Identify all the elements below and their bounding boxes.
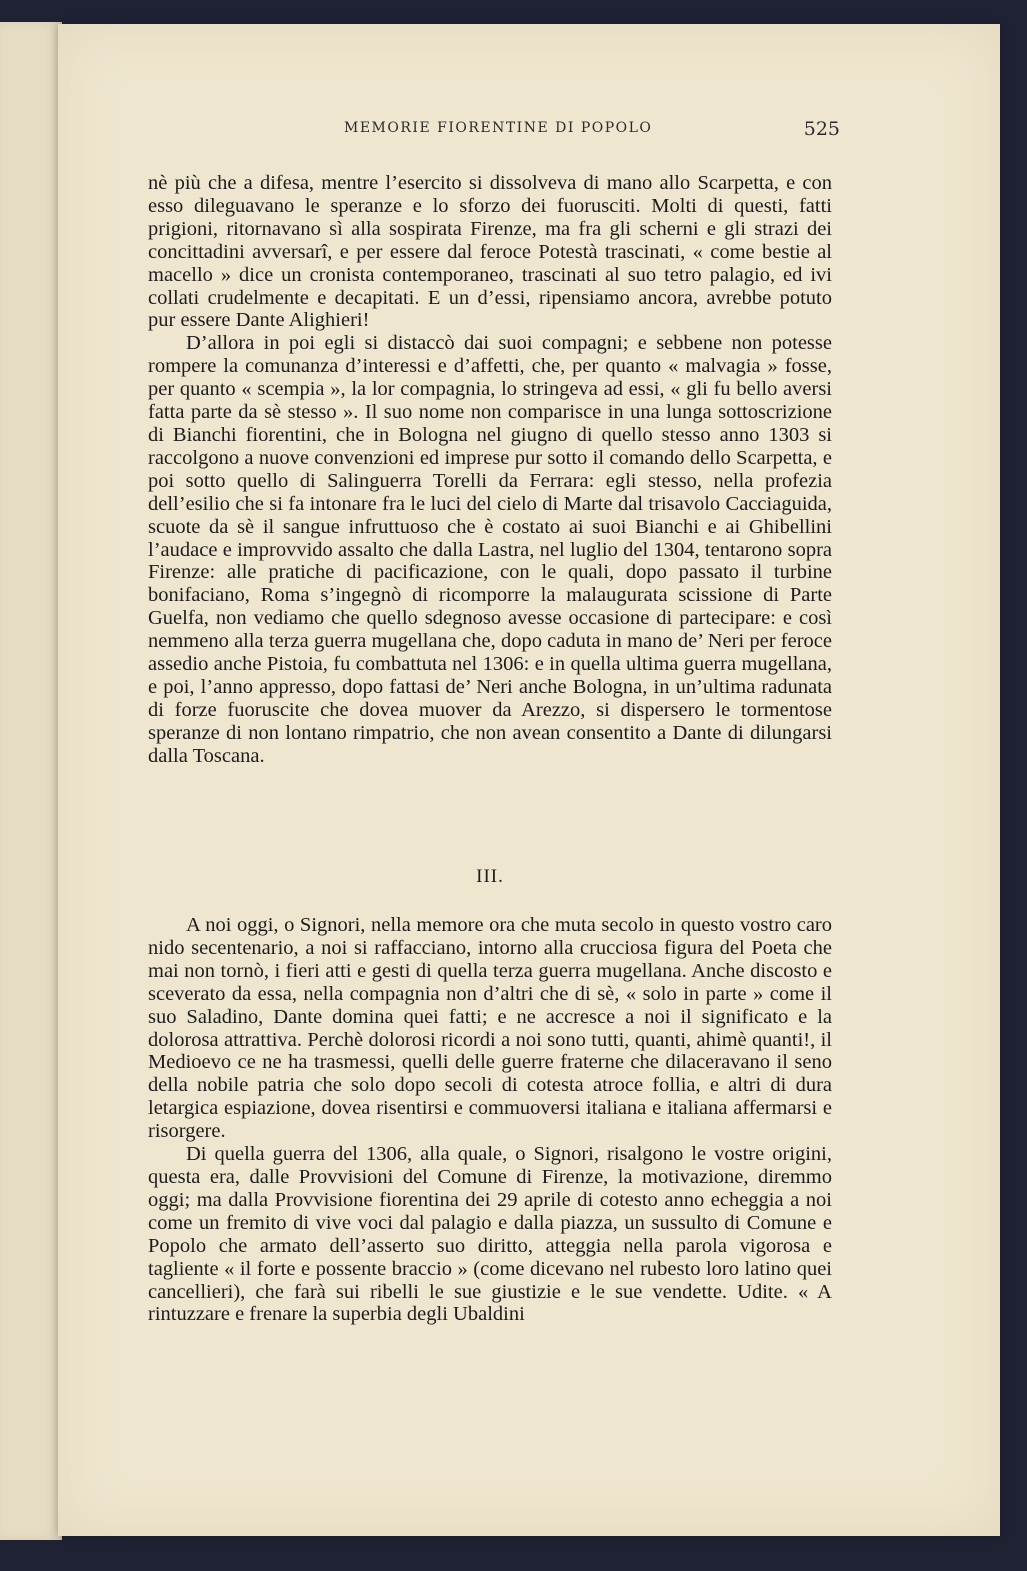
- text-block-before: [148, 172, 832, 768]
- paragraph: D’allora in poi egli si distaccò dai suoi compagni; e sebbene non potesse rompere la comunanza d’interessi e d’affetti, che, per quanto « malvagia » fosse, per quanto « scempia », la lor compagnia, lo stringeva ad essi, « gli fu bello aversi fatta parte da sè stesso ». Il suo nome non comparisce in una lunga sottoscrizione di Bianchi fiorentini, che in Bologna nel giugno di quello stesso anno 1303 si raccolgono a nuove convenzioni ed imprese pur sotto il comando dello Scarpetta, e poi sotto quello di Salinguerra Torelli da Ferrara: egli stesso, nella profezia dell’esilio che si fa intonare fra le luci del cielo di Marte dal trisavolo Cacciaguida, scuote da sè il sangue infruttuoso che è costato ai suoi Bianchi e ai Ghibellini l’audace e improvvido assalto che dalla Lastra, nel luglio del 1304, tentarono sopra Firenze: alle pratiche di pacificazione, con le quali, dopo passato il turbine bonifaciano, Roma s’ingegnò di ricomporre la malaugurata scissione di Parte Guelfa, non vediamo che quello sdegnoso avesse occasione di partecipare: e così nemmeno alla terza guerra mugellana che, dopo caduta in mano de’ Neri per feroce assedio anche Pistoia, fu combattuta nel 1306: e in quella ultima guerra mugellana, e poi, l’anno appresso, dopo fattasi de’ Neri anche Bologna, in un’ultima radunata di forze fuoruscite che dovea muover da Arezzo, si dispersero le tormentose speranze di non lontano rimpatrio, che non avean consentito a Dante di dilungarsi dalla Toscana.: [148, 332, 832, 767]
- paragraph: nè più che a difesa, mentre l’esercito si dissolveva di mano allo Scarpetta, e con esso dileguavano le speranze e lo sforzo dei fuorusciti. Molti di questi, fatti prigioni, ritornavano sì alla sospirata Firenze, ma fra gli scherni e gli strazi dei concittadini avversarî, e per essere dal feroce Potestà trascinati, « come bestie al macello » dice un cronista contemporaneo, trascinati al suo tetro palagio, ed ivi collati crudelmente e decapitati. E un d’essi, ripensiamo ancora, avrebbe potuto pur essere Dante Alighieri!: [148, 172, 832, 332]
- running-title: MEMORIE FIORENTINE DI POPOLO: [344, 120, 653, 136]
- text-block-after: [148, 914, 832, 1326]
- page-number: 525: [803, 118, 840, 140]
- paragraph: Di quella guerra del 1306, alla quale, o Signori, risalgono le vostre origini, questa era, dalle Provvisioni del Comune di Firenze, la motivazione, diremmo oggi; ma dalla Provvisione fiorentina dei 29 aprile di cotesto anno echeggia a noi come un fremito di vive voci dal palagio e dalla piazza, un sussulto di Comune e Popolo che armato dell’asserto suo diritto, atteggia nella parola vigorosa e tagliente « il forte e possente braccio » (come dicevano nel rubesto loro latino quei cancellieri), che farà sui ribelli le sue giustizie e le sue vendette. Udite. « A rintuzzare e frenare la superbia degli Ubaldini: [148, 1143, 832, 1326]
- paragraph: A noi oggi, o Signori, nella memore ora che muta secolo in questo vostro caro nido secentenario, a noi si raffacciano, intorno alla crucciosa figura del Poeta che mai non tornò, i fieri atti e gesti di quella terza guerra mugellana. Anche discosto e sceverato da essa, nella compagnia non d’altri che di sè, « solo in parte » come il suo Saladino, Dante domina quei fatti; e ne accresce a noi il significato e la dolorosa attrattiva. Perchè dolorosi ricordi a noi sono tutti, quanti, ahimè quanti!, il Medioevo ce ne ha trasmessi, quelli delle guerre fraterne che dilaceravano il seno della nobile patria che solo dopo secoli di cotesta atroce follia, e altri di dura letargica espiazione, dovea risentirsi e commuoversi italiana e italiana affermarsi e risorgere.: [148, 914, 832, 1143]
- section-heading: III.: [476, 866, 504, 887]
- left-page-edge: [0, 22, 62, 1540]
- page-header: [280, 118, 840, 142]
